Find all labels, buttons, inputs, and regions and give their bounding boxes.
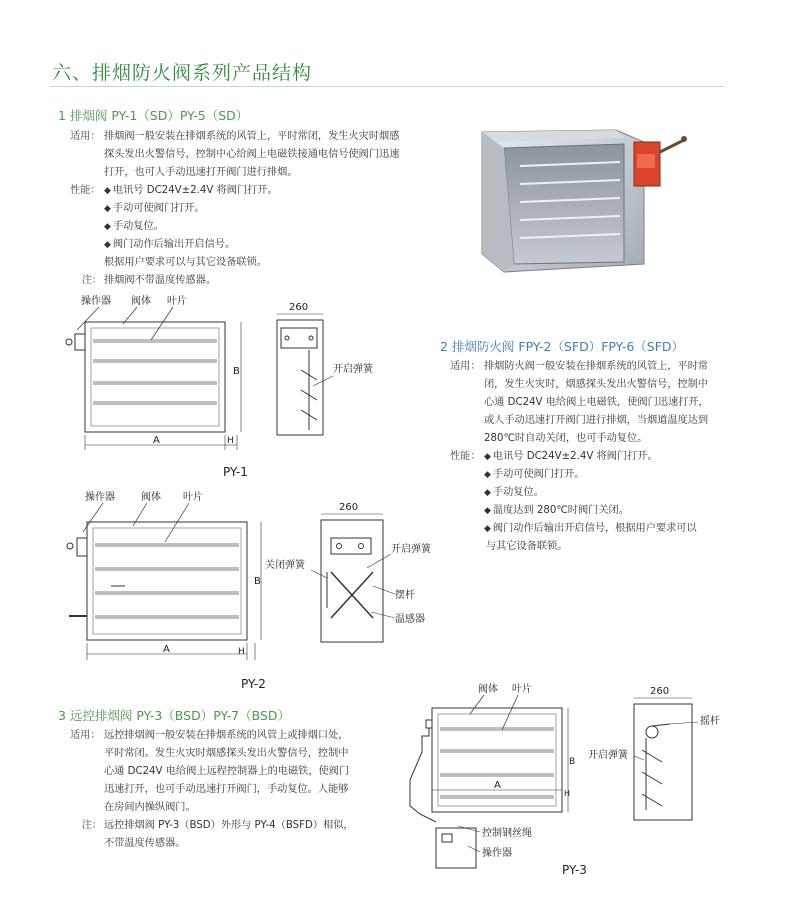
s1-perf-item: ◆ 阀门动作后输出开启信号。 — [104, 236, 278, 254]
s1-usage-line: 探头发出火警信号，控制中心给阀上电磁铁接通电信号使阀门迅速 — [104, 149, 400, 160]
s3-usage-line: 远控排烟阀一般安装在排烟系统的风管上或排烟口处， — [104, 730, 349, 741]
section3-text — [70, 727, 400, 853]
py3-spring-label: 开启弹簧 — [588, 750, 628, 761]
py1-diagram — [55, 290, 435, 485]
s2-perf-item: ◆ 手动复位。 — [484, 484, 697, 502]
py3-body-label: 阀体 — [478, 684, 498, 695]
s2-usage-line: 或人手动迅速打开阀门进行排烟，当烟道温度达到 — [484, 415, 709, 426]
py3-dim-b: B — [569, 757, 576, 767]
s2-usage-line: 闭，发生火灾时，烟感探头发出火警信号，控制中 — [484, 379, 709, 390]
py1-spring-label: 开启弹簧 — [333, 364, 373, 375]
s2-usage-line: 心通 DC24V 电给阀上电磁铁，使阀门迅速打开， — [484, 397, 709, 408]
py2-body-label: 阀体 — [141, 492, 161, 503]
py2-caption: PY-2 — [241, 677, 266, 691]
page-title: 六、排烟防火阀系列产品结构 — [52, 62, 313, 84]
py2-dim-b: B — [254, 576, 261, 587]
py2-lever-label: 摆杆 — [395, 590, 415, 601]
py2-blade-label: 叶片 — [183, 492, 203, 503]
title-divider — [50, 86, 724, 87]
py3-rod-label: 摇杆 — [700, 716, 720, 727]
product-photo — [474, 112, 702, 284]
py2-dim-h: H — [238, 647, 245, 657]
s3-usage-line: 在房间内操纵阀门。 — [104, 802, 196, 813]
s2-perf-item: ◆ 手动可使阀门打开。 — [484, 466, 697, 484]
py3-caption: PY-3 — [562, 863, 587, 877]
py2-spring-close-label: 关闭弹簧 — [265, 560, 305, 571]
s1-usage-line: 排烟阀一般安装在排烟系统的风管上，平时常闭，发生火灾时烟感 — [104, 131, 400, 142]
s3-usage-line: 迅速打开，也可手动迅速打开阀门，手动复位。人能够 — [104, 784, 349, 795]
s3-usage-line: 平时常闭。发生火灾时烟感探头发出火警信号，控制中 — [104, 748, 349, 759]
s1-perf-item: ◆ 手动复位。 — [104, 218, 278, 236]
s1-note-label: 注： — [81, 275, 102, 286]
section3-title: 3 远控排烟阀 PY-3（BSD）PY-7（BSD） — [58, 708, 290, 723]
s2-usage-label: 适用： — [450, 361, 481, 372]
s1-perf-label: 性能： — [70, 185, 101, 196]
s3-usage-line: 心通 DC24V 电给阀上远程控制器上的电磁铁，使阀门 — [104, 766, 350, 777]
s1-usage-line: 打开，也可人手动迅速打开阀门进行排烟。 — [104, 167, 298, 178]
py3-dim-a: A — [494, 780, 501, 791]
s1-perf-extra: 根据用户要求可以与其它设备联锁。 — [104, 257, 267, 268]
s2-perf-item: ◆ 电讯号 DC24V±2.4V 将阀门打开。 — [484, 448, 697, 466]
s3-note-label: 注： — [81, 820, 102, 831]
s1-usage-label: 适用： — [70, 131, 101, 142]
py1-body-label: 阀体 — [131, 296, 151, 307]
py1-operator-label: 操作器 — [81, 296, 111, 307]
py2-sensor-label: 温感器 — [395, 614, 425, 625]
section2-text — [450, 358, 750, 556]
py2-dim-260: 260 — [339, 502, 359, 513]
py1-blade-label: 叶片 — [167, 296, 187, 307]
s3-note-line: 不带温度传感器。 — [104, 838, 186, 849]
py1-dim-260: 260 — [289, 302, 309, 313]
py2-operator-label: 操作器 — [85, 492, 115, 503]
py1-caption: PY-1 — [223, 465, 248, 479]
py3-dim-h: H — [564, 789, 571, 798]
s2-perf-extra: 与其它设备联锁。 — [486, 541, 568, 552]
py3-diagram — [396, 680, 732, 880]
s3-usage-label: 适用： — [70, 730, 101, 741]
py3-cable-label: 控制钢丝绳 — [482, 828, 532, 839]
py3-dim-260: 260 — [650, 686, 670, 697]
s2-usage-line: 280℃时自动关闭，也可手动复位。 — [484, 433, 648, 444]
section1-title: 1 排烟阀 PY-1（SD）PY-5（SD） — [58, 108, 249, 123]
s1-perf-item: ◆ 电讯号 DC24V±2.4V 将阀门打开。 — [104, 182, 278, 200]
section2-title: 2 排烟防火阀 FPY-2（SFD）FPY-6（SFD） — [440, 339, 685, 354]
py1-dim-h: H — [227, 436, 234, 446]
py1-dim-a: A — [153, 435, 160, 446]
py3-operator-label: 操作器 — [482, 848, 512, 859]
s1-perf-item: ◆ 手动可使阀门打开。 — [104, 200, 278, 218]
py2-dim-a: A — [163, 644, 170, 655]
s2-perf-item: ◆ 阀门动作后输出开启信号，根据用户要求可以 — [484, 520, 697, 538]
section1-text — [70, 128, 470, 290]
py2-diagram — [55, 488, 445, 698]
s3-note-line: 远控排烟阀 PY-3（BSD）外形与 PY-4（BSFD）相似， — [104, 820, 354, 831]
py3-blade-label: 叶片 — [512, 684, 532, 695]
s2-perf-label: 性能： — [450, 451, 481, 462]
s2-perf-item: ◆ 温度达到 280℃时阀门关闭。 — [484, 502, 697, 520]
py2-spring-open-label: 开启弹簧 — [391, 544, 431, 555]
py1-dim-b: B — [233, 366, 240, 377]
s1-note: 排烟阀不带温度传感器。 — [104, 275, 217, 286]
s2-usage-line: 排烟防火阀一般安装在排烟系统的风管上，平时常 — [484, 361, 709, 372]
